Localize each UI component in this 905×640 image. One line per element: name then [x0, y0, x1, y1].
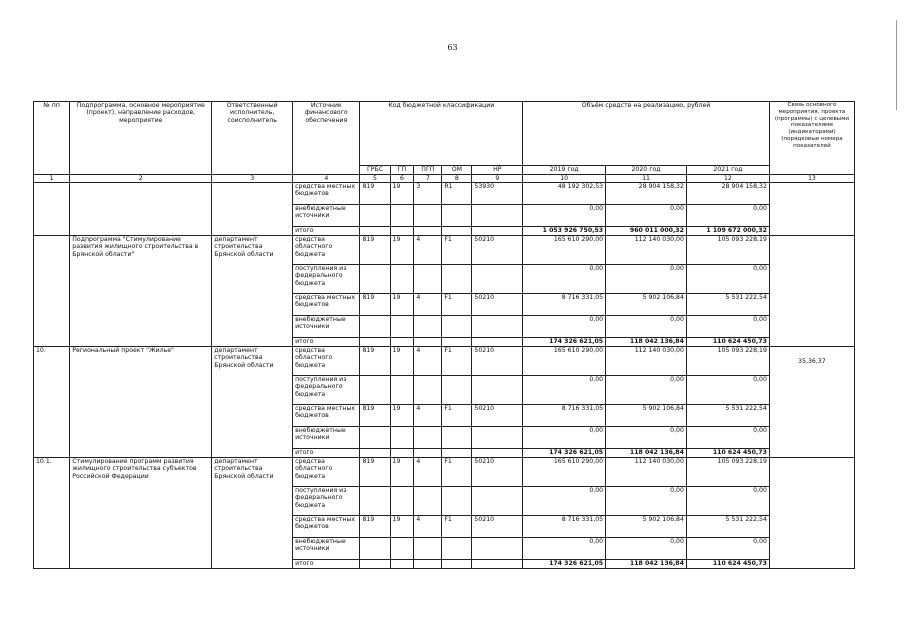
gp-cell [390, 265, 414, 294]
pgp-cell: 3 [414, 183, 442, 205]
value-2020: 28 904 158,32 [606, 183, 687, 205]
value-2019: 48 192 302,53 [523, 183, 606, 205]
value-2021: 5 531 222,54 [686, 516, 769, 538]
source-cell: средства местных бюджетов [293, 294, 360, 316]
grbs-cell [360, 376, 390, 405]
total-2020: 960 011 000,32 [606, 227, 687, 236]
grbs-cell [360, 316, 390, 338]
grbs-cell: 819 [360, 458, 390, 487]
gp-cell [390, 376, 414, 405]
gp-cell: 19 [390, 405, 414, 427]
source-cell: средства областного бюджета [293, 458, 360, 487]
row-name: Подпрограмма "Стимулирование развития жилищного строительства в Брянской области" [70, 236, 212, 347]
nr-cell: 50210 [472, 294, 523, 316]
value-2021: 28 904 158,32 [686, 183, 769, 205]
row-responsible: департамент строительства Брянской области [212, 458, 293, 569]
total-2020: 118 042 136,84 [606, 560, 687, 569]
value-2019: 8 716 331,05 [523, 294, 606, 316]
header-num: № пп [34, 102, 70, 175]
grbs-cell [360, 538, 390, 560]
table-header [34, 102, 855, 175]
header-source: Источник финансового обеспечения [293, 102, 360, 175]
total-2020: 118 042 136,84 [606, 338, 687, 347]
value-2021: 0,00 [686, 538, 769, 560]
nr-cell [472, 487, 523, 516]
pgp-cell [414, 376, 442, 405]
value-2021: 105 093 228,19 [686, 347, 769, 376]
gp-cell: 19 [390, 347, 414, 376]
value-2019: 0,00 [523, 538, 606, 560]
header-indicators-link: Связь основного мероприятия, проекта (программы) с целевыми показателями (индикаторами) (порядковые номера показателей [769, 102, 854, 175]
value-2021: 0,00 [686, 376, 769, 405]
value-2020: 112 140 030,00 [606, 236, 687, 265]
source-cell: средства местных бюджетов [293, 405, 360, 427]
value-2021: 5 531 222,54 [686, 294, 769, 316]
pgp-cell [414, 338, 442, 347]
value-2019: 165 610 290,00 [523, 236, 606, 265]
column-number-row [34, 175, 855, 183]
pgp-cell [414, 449, 442, 458]
om-cell [442, 538, 472, 560]
column-number: 8 [442, 175, 472, 183]
scan-edge-line [896, 20, 897, 110]
grbs-cell [360, 427, 390, 449]
grbs-cell [360, 227, 390, 236]
gp-cell: 19 [390, 236, 414, 265]
grbs-cell: 819 [360, 347, 390, 376]
value-2020: 112 140 030,00 [606, 347, 687, 376]
om-cell: F1 [442, 347, 472, 376]
value-2019: 0,00 [523, 205, 606, 227]
table-row [34, 236, 855, 265]
row-responsible: департамент строительства Брянской области [212, 236, 293, 347]
indicator-link [769, 183, 854, 236]
grbs-cell [360, 487, 390, 516]
row-num [34, 183, 70, 236]
gp-cell [390, 487, 414, 516]
nr-cell [472, 316, 523, 338]
column-number: 10 [523, 175, 606, 183]
nr-cell [472, 205, 523, 227]
pgp-cell: 4 [414, 236, 442, 265]
pgp-cell: 4 [414, 347, 442, 376]
om-cell [442, 376, 472, 405]
value-2019: 8 716 331,05 [523, 516, 606, 538]
header-2021: 2021 год [686, 166, 769, 175]
source-cell: средства местных бюджетов [293, 516, 360, 538]
pgp-cell [414, 205, 442, 227]
source-cell: итого [293, 449, 360, 458]
grbs-cell: 819 [360, 516, 390, 538]
header-2019: 2019 год [523, 166, 606, 175]
table-row [34, 347, 855, 376]
nr-cell [472, 376, 523, 405]
nr-cell [472, 427, 523, 449]
row-num: 10. [34, 347, 70, 458]
gp-cell [390, 427, 414, 449]
indicator-link [769, 236, 854, 347]
source-cell: внебюджетные источники [293, 538, 360, 560]
total-2020: 118 042 136,84 [606, 449, 687, 458]
value-2019: 0,00 [523, 316, 606, 338]
om-cell: F1 [442, 405, 472, 427]
header-2020: 2020 год [606, 166, 687, 175]
source-cell: средства областного бюджета [293, 347, 360, 376]
source-cell: средства областного бюджета [293, 236, 360, 265]
value-2019: 165 610 290,00 [523, 347, 606, 376]
value-2020: 0,00 [606, 265, 687, 294]
total-2019: 174 326 621,05 [523, 560, 606, 569]
value-2021: 5 531 222,54 [686, 405, 769, 427]
grbs-cell [360, 449, 390, 458]
grbs-cell: 819 [360, 294, 390, 316]
total-2019: 174 326 621,05 [523, 338, 606, 347]
nr-cell [472, 560, 523, 569]
pgp-cell: 4 [414, 458, 442, 487]
value-2019: 0,00 [523, 427, 606, 449]
header-om: ОМ [442, 166, 472, 175]
value-2021: 105 093 228,19 [686, 458, 769, 487]
gp-cell [390, 205, 414, 227]
source-cell: внебюджетные источники [293, 427, 360, 449]
source-cell: поступления из федерального бюджета [293, 265, 360, 294]
header-pgp: ПГП [414, 166, 442, 175]
nr-cell: 50210 [472, 405, 523, 427]
total-2021: 1 109 672 000,32 [686, 227, 769, 236]
nr-cell [472, 338, 523, 347]
gp-cell [390, 316, 414, 338]
grbs-cell [360, 265, 390, 294]
page-number: 63 [447, 43, 458, 52]
value-2020: 0,00 [606, 376, 687, 405]
source-cell: поступления из федерального бюджета [293, 376, 360, 405]
source-cell: поступления из федерального бюджета [293, 487, 360, 516]
row-num [34, 236, 70, 347]
nr-cell: 53930 [472, 183, 523, 205]
value-2021: 0,00 [686, 205, 769, 227]
total-2019: 1 053 926 750,53 [523, 227, 606, 236]
budget-table [33, 101, 855, 569]
total-2021: 110 624 450,73 [686, 560, 769, 569]
header-amount: Объём средств на реализацию, рублей [523, 102, 770, 166]
row-name [70, 183, 212, 236]
gp-cell [390, 338, 414, 347]
indicator-link [769, 458, 854, 569]
source-cell: внебюджетные источники [293, 316, 360, 338]
column-number: 4 [293, 175, 360, 183]
om-cell [442, 227, 472, 236]
column-number: 6 [390, 175, 414, 183]
pgp-cell [414, 427, 442, 449]
row-responsible [212, 183, 293, 236]
gp-cell [390, 449, 414, 458]
row-num: 10.1. [34, 458, 70, 569]
value-2021: 0,00 [686, 487, 769, 516]
column-number: 7 [414, 175, 442, 183]
pgp-cell: 4 [414, 294, 442, 316]
nr-cell: 50210 [472, 458, 523, 487]
nr-cell: 50210 [472, 236, 523, 265]
gp-cell: 19 [390, 294, 414, 316]
header-grbs: ГРБС [360, 166, 390, 175]
om-cell [442, 449, 472, 458]
nr-cell [472, 265, 523, 294]
om-cell [442, 205, 472, 227]
om-cell: F1 [442, 458, 472, 487]
om-cell: F1 [442, 236, 472, 265]
value-2019: 8 716 331,05 [523, 405, 606, 427]
pgp-cell [414, 227, 442, 236]
value-2020: 0,00 [606, 487, 687, 516]
source-cell: итого [293, 227, 360, 236]
column-number: 3 [212, 175, 293, 183]
gp-cell [390, 227, 414, 236]
nr-cell [472, 538, 523, 560]
gp-cell [390, 560, 414, 569]
header-budget-code: Код бюджетной классификации [360, 102, 523, 166]
pgp-cell: 4 [414, 516, 442, 538]
source-cell: средства местных бюджетов [293, 183, 360, 205]
grbs-cell [360, 560, 390, 569]
gp-cell: 19 [390, 458, 414, 487]
value-2019: 0,00 [523, 265, 606, 294]
nr-cell: 50210 [472, 347, 523, 376]
om-cell [442, 338, 472, 347]
pgp-cell [414, 316, 442, 338]
nr-cell [472, 227, 523, 236]
column-number: 2 [70, 175, 212, 183]
value-2021: 105 093 228,19 [686, 236, 769, 265]
column-number: 1 [34, 175, 70, 183]
source-cell: итого [293, 560, 360, 569]
pgp-cell [414, 538, 442, 560]
om-cell [442, 265, 472, 294]
value-2020: 0,00 [606, 205, 687, 227]
value-2019: 165 610 290,00 [523, 458, 606, 487]
grbs-cell: 819 [360, 236, 390, 265]
value-2020: 112 140 030,00 [606, 458, 687, 487]
gp-cell: 19 [390, 516, 414, 538]
gp-cell: 19 [390, 183, 414, 205]
column-number: 11 [606, 175, 687, 183]
value-2019: 0,00 [523, 376, 606, 405]
grbs-cell [360, 205, 390, 227]
grbs-cell [360, 338, 390, 347]
total-2019: 174 326 621,05 [523, 449, 606, 458]
header-responsible: Ответственный исполнитель, соисполнитель [212, 102, 293, 175]
om-cell: R1 [442, 183, 472, 205]
column-number: 9 [472, 175, 523, 183]
grbs-cell: 819 [360, 183, 390, 205]
column-number: 5 [360, 175, 390, 183]
column-number: 12 [686, 175, 769, 183]
value-2020: 5 902 106,84 [606, 516, 687, 538]
row-name: Стимулирование программ развития жилищного строительства субъектов Российской Федерации [70, 458, 212, 569]
source-cell: итого [293, 338, 360, 347]
om-cell: F1 [442, 516, 472, 538]
source-cell: внебюджетные источники [293, 205, 360, 227]
om-cell [442, 560, 472, 569]
value-2020: 5 902 106,84 [606, 405, 687, 427]
header-gp: ГП [390, 166, 414, 175]
value-2020: 5 902 106,84 [606, 294, 687, 316]
total-2021: 110 624 450,73 [686, 338, 769, 347]
pgp-cell [414, 487, 442, 516]
om-cell [442, 427, 472, 449]
pgp-cell: 4 [414, 405, 442, 427]
value-2020: 0,00 [606, 427, 687, 449]
header-subprogram: Подпрограмма, основное мероприятие (проект), направление расходов, мероприятие [70, 102, 212, 175]
header-nr: НР [472, 166, 523, 175]
total-2021: 110 624 450,73 [686, 449, 769, 458]
value-2019: 0,00 [523, 487, 606, 516]
indicator-link: 35,36,37 [769, 347, 854, 458]
gp-cell [390, 538, 414, 560]
nr-cell [472, 449, 523, 458]
row-name: Региональный проект "Жилье" [70, 347, 212, 458]
nr-cell: 50210 [472, 516, 523, 538]
om-cell [442, 316, 472, 338]
value-2021: 0,00 [686, 427, 769, 449]
om-cell [442, 487, 472, 516]
om-cell: F1 [442, 294, 472, 316]
value-2021: 0,00 [686, 265, 769, 294]
grbs-cell: 819 [360, 405, 390, 427]
value-2020: 0,00 [606, 538, 687, 560]
column-number: 13 [769, 175, 854, 183]
value-2021: 0,00 [686, 316, 769, 338]
value-2020: 0,00 [606, 316, 687, 338]
pgp-cell [414, 560, 442, 569]
table-row [34, 183, 855, 205]
table-row [34, 458, 855, 487]
pgp-cell [414, 265, 442, 294]
row-responsible: департамент строительства Брянской области [212, 347, 293, 458]
